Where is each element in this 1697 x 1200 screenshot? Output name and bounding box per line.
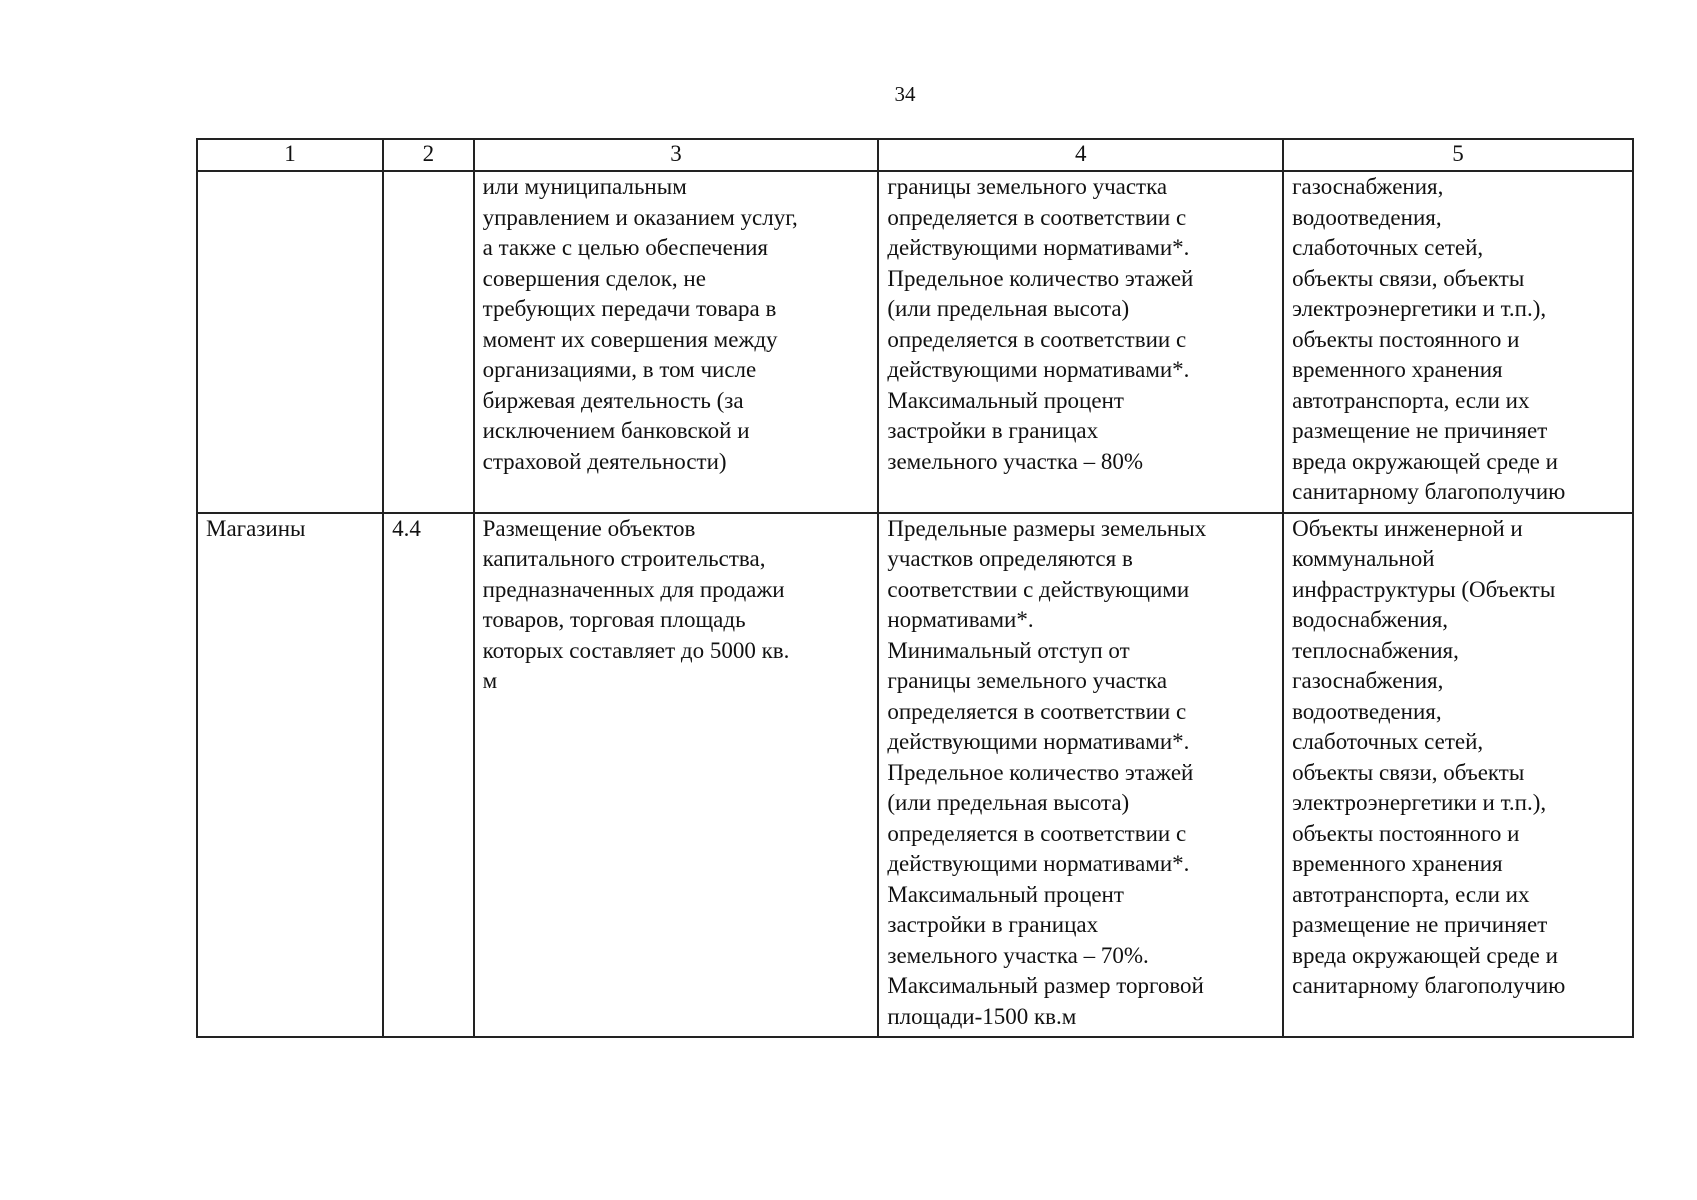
use-code: 4.4 xyxy=(392,515,421,541)
auxiliary-uses-cell xyxy=(1283,171,1633,513)
parameters-text: границы земельного участка определяется в соответствии с действующими нормативами*. Предельное количество этажей (или предельная высота) определяется в соответствии с действующими нормативами*. Максимальный процент застройки в границах земельного участка – 80% xyxy=(887,174,1194,474)
use-description: или муниципальным управлением и оказанием услуг, а также с целью обеспечения совершения сделок, не требующих передачи товара в момент их совершения между организациями, в том числе биржевая деятельность (за исключением банковской и страховой деятельности) xyxy=(482,174,798,474)
use-name-cell xyxy=(197,513,383,1038)
column-header-1: 1 xyxy=(197,139,383,171)
column-header-3: 3 xyxy=(474,139,879,171)
parameters-cell xyxy=(878,171,1283,513)
column-header-2: 2 xyxy=(383,139,474,171)
use-description: Размещение объектов капитального строительства, предназначенных для продажи товаров, торговая площадь которых составляет до 5000 кв. м xyxy=(482,515,790,693)
use-description-cell xyxy=(474,513,879,1038)
page-number: 34 xyxy=(894,82,916,106)
parameters-cell xyxy=(878,513,1283,1038)
use-code-cell xyxy=(383,513,474,1038)
table-header-row xyxy=(197,139,1633,171)
table-row xyxy=(197,171,1633,513)
use-code-cell xyxy=(383,171,474,513)
column-header-5: 5 xyxy=(1283,139,1633,171)
parameters-text: Предельные размеры земельных участков определяются в соответствии с действующими нормативами*. Минимальный отступ от границы земельного участка определяется в соответствии с действующими нормативами*. Предельное количество этажей (или предельная высота) определяется в соответствии с действующими нормативами*. Максимальный процент застройки в границах земельного участка – 70%. Максимальный размер торговой площади-1500 кв.м xyxy=(887,515,1207,1029)
use-description-cell xyxy=(474,171,879,513)
auxiliary-uses-text: Объекты инженерной и коммунальной инфраструктуры (Объекты водоснабжения, теплоснабжения, газоснабжения, водоотведения, слаботочных сетей, объекты связи, объекты электроэнергетики и т.п.), объекты постоянного и временного хранения автотранспорта, если их размещение не причиняет вреда окружающей среде и санитарному благополучию xyxy=(1292,515,1566,998)
column-header-4: 4 xyxy=(878,139,1283,171)
zoning-table xyxy=(196,138,1634,1038)
auxiliary-uses-cell xyxy=(1283,513,1633,1038)
auxiliary-uses-text: газоснабжения, водоотведения, слаботочных сетей, объекты связи, объекты электроэнергетики и т.п.), объекты постоянного и временного хранения автотранспорта, если их размещение не причиняет вреда окружающей среде и санитарному благополучию xyxy=(1292,174,1566,504)
table-row xyxy=(197,513,1633,1038)
use-name-cell xyxy=(197,171,383,513)
use-name: Магазины xyxy=(206,515,306,541)
